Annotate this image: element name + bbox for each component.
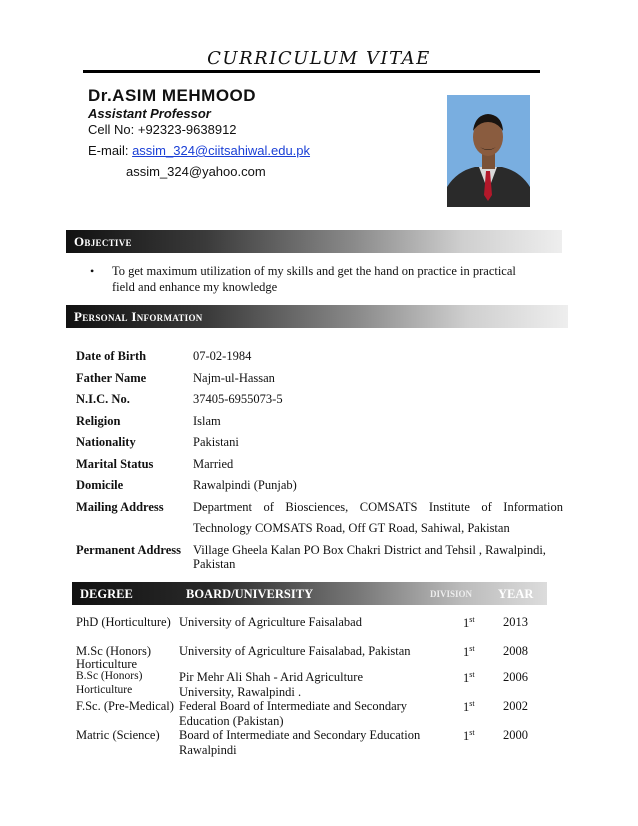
edu-division: 1st [463, 644, 475, 660]
profile-photo [447, 95, 530, 207]
edu-division: 1st [463, 728, 475, 744]
edu-year: 2000 [503, 728, 528, 742]
edu-board: Pir Mehr Ali Shah - Arid Agriculture [179, 670, 364, 684]
email-line [88, 143, 310, 158]
edu-degree-cont: Horticulture [76, 657, 138, 671]
job-position: Assistant Professor [88, 106, 211, 121]
pi-label: N.I.C. No. [76, 392, 130, 406]
col-degree-header: DEGREE [80, 587, 133, 601]
pi-label: Father Name [76, 371, 147, 385]
candidate-name: Dr.ASIM MEHMOOD [88, 86, 257, 105]
objective-heading: Objective [74, 234, 132, 249]
personal-info-heading: Personal Information [74, 309, 203, 324]
education-header-bar [72, 582, 547, 605]
edu-board: University of Agriculture Faisalabad, Pakistan [179, 644, 411, 658]
pi-value-cont: Technology COMSATS Road, Off GT Road, Sahiwal, Pakistan [193, 521, 510, 535]
pi-value: Najm-ul-Hassan [193, 371, 275, 385]
pi-label: Domicile [76, 478, 124, 492]
cell-number: Cell No: +92323-9638912 [88, 122, 237, 137]
cv-title: CURRICULUM VITAE [207, 48, 431, 69]
edu-board-cont: Rawalpindi [179, 743, 237, 757]
edu-degree: PhD (Horticulture) [76, 615, 171, 629]
edu-division: 1st [463, 670, 475, 686]
edu-board: University of Agriculture Faisalabad [179, 615, 362, 629]
edu-degree-cont: Horticulture [76, 684, 133, 696]
email-primary-link[interactable]: assim_324@ciitsahiwal.edu.pk [132, 143, 311, 158]
pi-label: Nationality [76, 435, 136, 449]
edu-board-cont: Education (Pakistan) [179, 714, 284, 728]
pi-value: Village Gheela Kalan PO Box Chakri District and Tehsil , Rawalpindi, [193, 543, 546, 557]
edu-board: Board of Intermediate and Secondary Education [179, 728, 421, 742]
pi-label: Permanent Address [76, 543, 181, 557]
edu-degree: M.Sc (Honors) [76, 644, 151, 658]
edu-degree: B.Sc (Honors) [76, 670, 143, 682]
pi-value: Married [193, 457, 234, 471]
pi-value: Rawalpindi (Punjab) [193, 478, 297, 492]
pi-label: Date of Birth [76, 349, 147, 363]
pi-label: Mailing Address [76, 500, 164, 514]
pi-value: Department of Biosciences, COMSATS Institute of Information [193, 500, 563, 514]
edu-year: 2013 [503, 615, 528, 629]
edu-degree: Matric (Science) [76, 728, 160, 742]
edu-year: 2008 [503, 644, 528, 658]
bullet-icon: • [90, 264, 95, 278]
email-secondary: assim_324@yahoo.com [126, 164, 266, 179]
edu-degree: F.Sc. (Pre-Medical) [76, 699, 174, 713]
col-year-header: YEAR [498, 587, 534, 601]
profile-photo-illustration [447, 95, 530, 207]
pi-value: 37405-6955073-5 [193, 392, 283, 406]
col-board-header: BOARD/UNIVERSITY [186, 587, 314, 601]
pi-value-cont: Pakistan [193, 557, 236, 571]
pi-label: Religion [76, 414, 121, 428]
pi-label: Marital Status [76, 457, 154, 471]
edu-division: 1st [463, 699, 475, 715]
col-division-header: DIVISION [430, 589, 473, 599]
edu-year: 2002 [503, 699, 528, 713]
edu-board: Federal Board of Intermediate and Secondary [179, 699, 408, 713]
objective-text: To get maximum utilization of my skills and get the hand on practice in practical field and enhance my knowledge [112, 264, 516, 294]
pi-value: Islam [193, 414, 221, 428]
pi-value: 07-02-1984 [193, 349, 252, 363]
email-label: E-mail: [88, 143, 133, 158]
personal-info-heading-bar [66, 305, 568, 328]
edu-year: 2006 [503, 670, 528, 684]
pi-value: Pakistani [193, 435, 239, 449]
title-rule [83, 70, 540, 73]
edu-division: 1st [463, 615, 475, 631]
objective-heading-bar [66, 230, 562, 253]
edu-board-cont: University, Rawalpindi . [179, 685, 302, 699]
